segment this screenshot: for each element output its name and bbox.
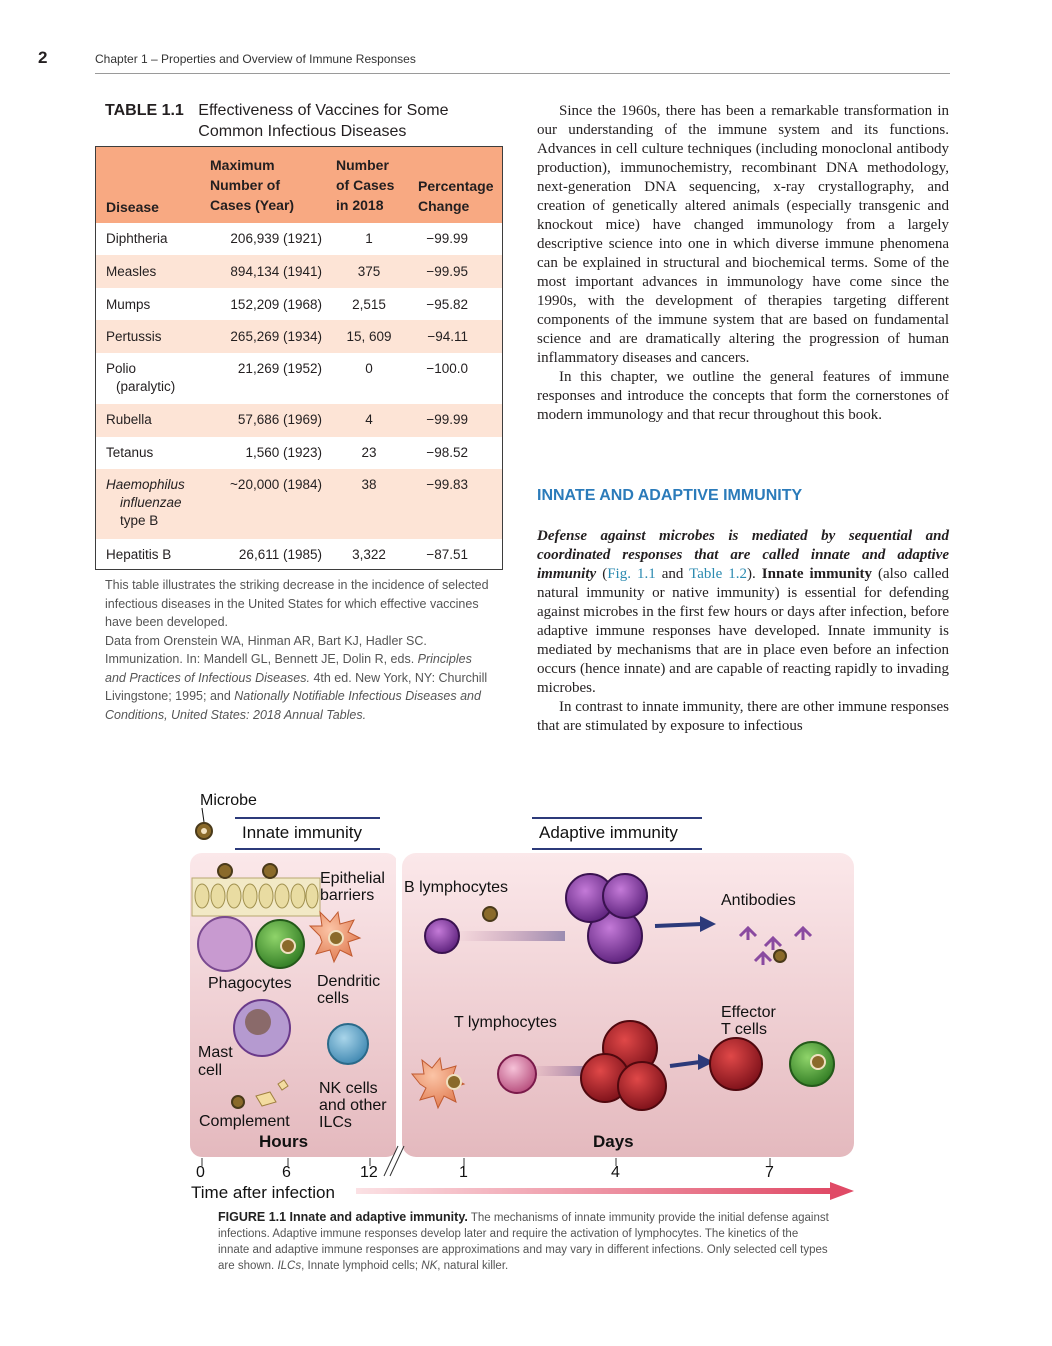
cell-max: 57,686 (1969) <box>237 412 322 427</box>
label-epithelial-barriers: Epithelial barriers <box>320 870 385 904</box>
body-text <box>537 102 949 425</box>
table-row <box>96 404 502 437</box>
cell-disease: Tetanus <box>106 445 154 460</box>
col-disease: Disease <box>106 199 159 215</box>
cell-2018: 23 <box>361 445 377 460</box>
footnote-source: Data from Orenstein WA, Hinman AR, Bart KJ, Hadler SC. Immunization. In: Mandell GL, Bennett JE, Dolin R, eds. Principles and Practices of Infectious Diseases. 4th ed. New York, NY: Churchill Livingstone; 1995; and Nationally Notifiable Infectious Diseases and Conditions, United States: 2018 Annual Tables. <box>105 633 488 722</box>
table-title <box>105 100 505 142</box>
cell-2018: 2,515 <box>352 297 386 312</box>
cell-disease: Haemophilus influenzae type B <box>106 477 185 528</box>
table-row <box>96 320 502 353</box>
label-phagocytes: Phagocytes <box>208 975 292 992</box>
tick-6: 6 <box>282 1164 291 1181</box>
table-row <box>96 223 502 255</box>
label-t-lymphocytes: T lymphocytes <box>454 1014 557 1031</box>
label-effector-t-cells: Effector T cells <box>721 1004 776 1038</box>
label-adaptive-immunity: Adaptive immunity <box>539 823 678 842</box>
cell-disease: Pertussis <box>106 329 162 344</box>
phagocyte-icon <box>198 917 252 971</box>
footnote-text: This table illustrates the striking decrease in the incidence of selected infectious diseases in the United States for which effective vaccines have been developed. <box>105 578 489 629</box>
table-caption-line: Common Infectious Diseases <box>198 123 407 140</box>
cell-change: −98.52 <box>426 445 468 460</box>
cell-max: 21,269 (1952) <box>237 361 322 376</box>
table-caption-line: Effectiveness of Vaccines for Some <box>198 102 449 119</box>
table-header <box>96 147 502 223</box>
cell-change: −99.95 <box>426 264 468 279</box>
microbe-icon <box>196 808 212 839</box>
table-caption <box>198 100 448 142</box>
cell-disease: Mumps <box>106 297 151 312</box>
tick-4: 4 <box>611 1164 620 1181</box>
paragraph: In contrast to innate immunity, there are other immune responses that are stimulated by exposure to infectious <box>537 699 949 734</box>
cell-2018: 15, 609 <box>346 329 392 344</box>
cell-2018: 3,322 <box>352 547 386 562</box>
label-antibodies: Antibodies <box>721 892 796 909</box>
nk-cell-icon <box>328 1024 368 1064</box>
table-row <box>96 255 502 288</box>
cell-disease: Polio (paralytic) <box>106 361 176 394</box>
table-link[interactable]: Table 1.2 <box>689 566 748 582</box>
cell-change: −95.82 <box>426 297 468 312</box>
body-text-2 <box>537 527 949 736</box>
table-row <box>96 539 502 569</box>
label-b-lymphocytes: B lymphocytes <box>404 879 509 896</box>
col-cases-2018: Number of Cases in 2018 <box>336 157 395 213</box>
paragraph: Defense against microbes is mediated by sequential and coordinated responses that are called innate and adaptive immunity (Fig. 1.1 and Table 1.2). Innate immunity (also called natural immunity or native immunity) is essential for defending against microbes in the first few hours or days after infection, before adaptive immune responses have developed. Innate immunity is mediated by mechanisms that are in place even before an infection occurs (hence innate) and are capable of reacting rapidly to invading microbes. <box>537 528 949 696</box>
label-time-after-infection: Time after infection <box>191 1183 335 1202</box>
cell-change: −100.0 <box>426 361 468 376</box>
tick-0: 0 <box>196 1164 205 1181</box>
table-row <box>96 437 502 469</box>
cell-change: −99.99 <box>426 412 468 427</box>
label-days: Days <box>593 1132 634 1151</box>
cell-2018: 375 <box>357 264 381 279</box>
figure-caption: FIGURE 1.1 Innate and adaptive immunity. The mechanisms of innate immunity provide the initial defense against infections. Adaptive immune responses develop later and require the activation of lymphocytes. The kinetics of the innate and adaptive immune responses are approximations and may vary in different infections. Only selected cell types are shown. ILCs, Innate lymphoid cells; NK, natural killer. <box>218 1210 829 1272</box>
paragraph: In this chapter, we outline the general features of immune responses and introduce the concepts that form the cornerstones of modern immunology and that recur throughout this book. <box>537 369 949 423</box>
cell-disease: Rubella <box>106 412 152 427</box>
cell-2018: 0 <box>365 361 373 376</box>
table-row <box>96 469 502 539</box>
label-innate-immunity: Innate immunity <box>242 823 362 842</box>
cell-change: −99.83 <box>426 477 468 492</box>
tick-1: 1 <box>459 1164 468 1181</box>
cell-disease: Hepatitis B <box>106 547 172 562</box>
table-footnote <box>105 576 495 724</box>
cell-max: 152,209 (1968) <box>230 297 322 312</box>
cell-max: 206,939 (1921) <box>230 231 322 246</box>
cell-max: 1,560 (1923) <box>245 445 322 460</box>
cell-max: ~20,000 (1984) <box>230 477 322 492</box>
col-max-cases: Maximum Number of Cases (Year) <box>210 157 295 213</box>
tick-12: 12 <box>360 1164 378 1181</box>
fig-link[interactable]: Fig. 1.1 <box>607 566 656 582</box>
label-microbe: Microbe <box>200 792 257 809</box>
cell-2018: 1 <box>365 231 373 246</box>
cell-change: −94.11 <box>427 329 468 344</box>
cell-change: −87.51 <box>426 547 468 562</box>
table-row <box>96 288 502 320</box>
cell-max: 26,611 (1985) <box>238 547 322 562</box>
b-lymphocyte-icon <box>425 919 459 953</box>
effector-t-cell-icon <box>710 1038 762 1090</box>
cell-max: 894,134 (1941) <box>230 264 322 279</box>
section-heading: INNATE AND ADAPTIVE IMMUNITY <box>537 487 803 504</box>
tick-7: 7 <box>765 1164 774 1181</box>
table-row <box>96 353 502 404</box>
label-nk-cells: NK cells and other ILCs <box>319 1080 387 1131</box>
cell-max: 265,269 (1934) <box>230 329 322 344</box>
label-complement: Complement <box>199 1113 290 1130</box>
vaccine-table <box>95 146 503 570</box>
table-label: TABLE 1.1 <box>105 102 184 119</box>
label-dendritic-cells: Dendritic cells <box>317 973 381 1007</box>
page-number: 2 <box>38 48 48 67</box>
label-mast-cell: Mast cell <box>198 1044 233 1079</box>
cell-disease: Diphtheria <box>106 231 168 246</box>
cell-2018: 4 <box>365 412 373 427</box>
running-head: Chapter 1 – Properties and Overview of Immune Responses <box>95 52 416 66</box>
header-rule <box>95 73 950 74</box>
label-hours: Hours <box>259 1132 309 1151</box>
col-percentage: Percentage Change <box>418 178 494 214</box>
cell-change: −99.99 <box>426 231 468 246</box>
cell-disease: Measles <box>106 264 157 279</box>
figure-caption-label: FIGURE 1.1 Innate and adaptive immunity. <box>218 1210 468 1224</box>
phagocyte-icon <box>256 920 304 968</box>
figure-innate-adaptive <box>180 786 870 1206</box>
paragraph: Since the 1960s, there has been a remarkable transformation in our understanding of the immune system and its functions. Advances in cell culture techniques (including monoclonal antibody production), immunochemistry, recombinant DNA methodology, next-generation DNA sequencing, x-ray crystallography, and creation of genetically altered animals (especially transgenic and knockout mice) have changed immunology from a largely descriptive science into one in which diverse immune phenomena can be explained in structural and biochemical terms. Some of the most important advances in immunology have come since the 1990s, with the development of therapies targeting different components of the immune system that are based on fundamental science and are dramatically altering the progression of human inflammatory diseases and cancers. <box>537 103 949 366</box>
cell-2018: 38 <box>361 477 377 492</box>
time-arrow <box>356 1188 832 1194</box>
